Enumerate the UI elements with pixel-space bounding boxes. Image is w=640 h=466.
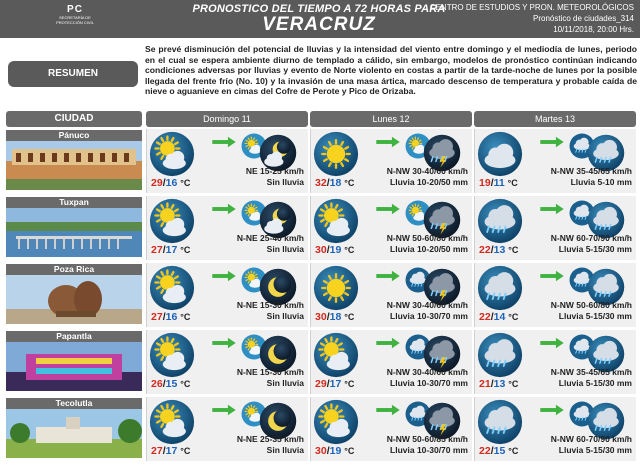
- temp-unit: °C: [344, 178, 355, 188]
- arrow-right-icon: [211, 135, 237, 147]
- city-column-header: CIUDAD: [6, 111, 142, 127]
- sun-cloud-icon: [149, 131, 195, 177]
- rain-icon: [477, 265, 523, 311]
- city-2: [6, 264, 142, 324]
- temperature: 19/11 °C: [479, 177, 518, 189]
- rain-icon: [477, 399, 523, 445]
- arrow-right-icon: [539, 135, 565, 147]
- header-bar: [0, 0, 640, 38]
- page-title-line1: PRONOSTICO DEL TIEMPO A 72 HORAS PARA: [192, 3, 446, 15]
- city-photo: [6, 208, 142, 257]
- sun-cloud-icon: [313, 399, 359, 445]
- forecast-cell: [146, 263, 308, 327]
- wind-text: N-NE 25-40 km/h: [236, 233, 304, 243]
- rain-icon: [477, 332, 523, 378]
- sun-cloud-icon: [313, 332, 359, 378]
- day-header-1: Lunes 12: [310, 111, 472, 127]
- rain-text: Sin lluvia: [266, 311, 304, 321]
- issue-datetime: 10/11/2018, 20:00 Hrs.: [553, 25, 634, 34]
- rain-text: Lluvia 10-30/70 mm: [390, 445, 468, 455]
- product-name: Pronóstico de ciudades_314: [533, 14, 634, 23]
- city-4: [6, 398, 142, 458]
- temp-min: 18: [329, 311, 342, 323]
- temperature: 22/13 °C: [479, 244, 519, 256]
- logo-sub2: PROTECCIÓN CIVIL: [56, 20, 94, 25]
- city-name: Pánuco: [6, 130, 142, 141]
- rain-text: Lluvia 10-20/50 mm: [390, 244, 468, 254]
- arrow-right-icon: [211, 269, 237, 281]
- temp-max: 26: [151, 378, 163, 390]
- temp-unit: °C: [344, 379, 355, 389]
- temp-unit: °C: [180, 178, 191, 188]
- arrow-right-icon: [211, 336, 237, 348]
- wind-text: N-NW 35-45/65 km/h: [550, 166, 632, 176]
- temp-max: 19: [479, 177, 491, 189]
- page-title-line2: VERACRUZ: [262, 14, 376, 35]
- summary-text: Se prevé disminución del potencial de lluvias y la intensidad del viento entre domingo y el mediodía de lunes, periodo en el cual se espera ambiente diurno de templado a cálido, sin embargo, modelos de pronóstico continúan indicando condiciones adversas por lluvias y evento de Norte violento en costas a partir de la tarde-noche de lunes por la posible llegada del frente frío (No. 10) y la invasión de una masa ártica, marcado descenso de temperatura y probable caída de nieve o aguanieve en cimas del Cofre de Perote y Pico de Orizaba.: [145, 44, 637, 97]
- city-photo: [6, 342, 142, 391]
- temp-max: 30: [315, 445, 327, 457]
- sun-cloud-icon: [313, 198, 359, 244]
- forecast-cell: [310, 263, 472, 327]
- sun-icon: [313, 131, 359, 177]
- rain-text: Lluvia 5-15/30 mm: [558, 378, 632, 388]
- temp-unit: °C: [507, 178, 518, 188]
- temp-unit: °C: [180, 379, 191, 389]
- rain-text: Sin lluvia: [266, 378, 304, 388]
- temp-min: 14: [493, 311, 506, 323]
- temperature: 30/18 °C: [315, 311, 355, 323]
- temp-max: 22: [479, 445, 491, 457]
- temperature: 30/19 °C: [315, 445, 355, 457]
- sun-cloud-icon: [149, 399, 195, 445]
- temp-max: 22: [479, 244, 491, 256]
- center-name: CENTRO DE ESTUDIOS Y PRON. METEOROLÓGICOS: [429, 3, 634, 12]
- forecast-cell: [310, 196, 472, 260]
- wind-text: N-NE 15-30 km/h: [236, 367, 304, 377]
- temp-max: 27: [151, 244, 163, 256]
- temp-min: 17: [165, 244, 178, 256]
- sun-cloud-icon: [149, 265, 195, 311]
- city-name: Tecolutla: [6, 398, 142, 409]
- city-3: [6, 331, 142, 391]
- city-0: [6, 130, 142, 190]
- temp-unit: °C: [344, 446, 355, 456]
- sun-icon: [313, 265, 359, 311]
- forecast-cell: [310, 330, 472, 394]
- rain-text: Sin lluvia: [266, 445, 304, 455]
- rain-text: Lluvia 10-30/70 mm: [390, 311, 468, 321]
- city-name: Poza Rica: [6, 264, 142, 275]
- temp-unit: °C: [344, 312, 355, 322]
- forecast-cell: [474, 129, 636, 193]
- temp-min: 18: [329, 177, 342, 189]
- temp-min: 15: [493, 445, 506, 457]
- rain-text: Lluvia 5-10 mm: [570, 177, 632, 187]
- city-photo: [6, 141, 142, 190]
- rain-text: Lluvia 5-15/30 mm: [558, 445, 632, 455]
- rain-text: Lluvia 10-30/70 mm: [390, 378, 468, 388]
- city-photo: [6, 275, 142, 324]
- wind-text: N-NW 30-40/60 km/h: [386, 300, 468, 310]
- rain-text: Sin lluvia: [266, 177, 304, 187]
- temp-min: 17: [165, 445, 178, 457]
- day-header-0: Domingo 11: [146, 111, 308, 127]
- rain-text: Lluvia 5-15/30 mm: [558, 311, 632, 321]
- temp-unit: °C: [508, 379, 519, 389]
- temp-max: 29: [151, 177, 163, 189]
- temp-min: 17: [329, 378, 342, 390]
- arrow-right-icon: [539, 336, 565, 348]
- wind-text: N-NW 50-60/80 km/h: [386, 233, 468, 243]
- forecast-cell: [474, 397, 636, 461]
- rain-text: Lluvia 10-20/50 mm: [390, 177, 468, 187]
- arrow-right-icon: [375, 336, 401, 348]
- cloud-icon: [477, 131, 523, 177]
- wind-text: N-NW 30-40/60 km/h: [386, 166, 468, 176]
- arrow-right-icon: [539, 202, 565, 214]
- temp-max: 21: [479, 378, 491, 390]
- temp-max: 27: [151, 311, 163, 323]
- wind-text: N-NE 25-35 km/h: [236, 434, 304, 444]
- temp-unit: °C: [508, 245, 519, 255]
- temp-max: 29: [315, 378, 327, 390]
- temp-max: 30: [315, 244, 327, 256]
- temperature: 27/17 °C: [151, 244, 191, 256]
- wind-text: N-NE 15-30 km/h: [236, 300, 304, 310]
- wind-text: N-NW 30-40/60 km/h: [386, 367, 468, 377]
- temp-unit: °C: [508, 312, 519, 322]
- pc-logo: [48, 2, 102, 36]
- temp-max: 27: [151, 445, 163, 457]
- forecast-cell: [474, 263, 636, 327]
- temperature: 21/13 °C: [479, 378, 519, 390]
- temp-min: 13: [493, 378, 506, 390]
- city-name: Tuxpan: [6, 197, 142, 208]
- sun-cloud-icon: [149, 198, 195, 244]
- rain-text: Lluvia 5-15/30 mm: [558, 244, 632, 254]
- temp-min: 19: [329, 244, 342, 256]
- temp-min: 19: [329, 445, 342, 457]
- forecast-cell: [474, 196, 636, 260]
- temp-unit: °C: [508, 446, 519, 456]
- temp-max: 32: [315, 177, 327, 189]
- wind-text: N-NW 60-70/90 km/h: [550, 233, 632, 243]
- rain-text: Sin lluvia: [266, 244, 304, 254]
- rain-icon: [477, 198, 523, 244]
- city-name: Papantla: [6, 331, 142, 342]
- city-1: [6, 197, 142, 257]
- temperature: 27/17 °C: [151, 445, 191, 457]
- forecast-cell: [310, 129, 472, 193]
- summary-label: RESUMEN: [8, 61, 138, 87]
- temperature: 29/17 °C: [315, 378, 355, 390]
- city-photo: [6, 409, 142, 458]
- temp-max: 22: [479, 311, 491, 323]
- temperature: 22/15 °C: [479, 445, 519, 457]
- forecast-cell: [146, 330, 308, 394]
- temp-min: 16: [165, 311, 178, 323]
- forecast-cell: [146, 196, 308, 260]
- temp-unit: °C: [180, 245, 191, 255]
- temperature: 32/18 °C: [315, 177, 355, 189]
- temp-max: 30: [315, 311, 327, 323]
- wind-text: N-NW 50-60/85 km/h: [386, 434, 468, 444]
- arrow-right-icon: [375, 135, 401, 147]
- logo-text: PC: [67, 4, 83, 15]
- temperature: 22/14 °C: [479, 311, 519, 323]
- arrow-right-icon: [375, 403, 401, 415]
- sun-cloud-icon: [149, 332, 195, 378]
- temp-unit: °C: [180, 446, 191, 456]
- forecast-cell: [146, 129, 308, 193]
- wind-text: N-NW 50-60/80 km/h: [550, 300, 632, 310]
- header-info: [430, 2, 634, 35]
- temp-min: 13: [493, 244, 506, 256]
- day-header-2: Martes 13: [474, 111, 636, 127]
- arrow-right-icon: [211, 202, 237, 214]
- temperature: 26/15 °C: [151, 378, 191, 390]
- temp-min: 15: [165, 378, 178, 390]
- forecast-cell: [474, 330, 636, 394]
- temp-min: 16: [165, 177, 178, 189]
- forecast-cell: [146, 397, 308, 461]
- arrow-right-icon: [539, 269, 565, 281]
- arrow-right-icon: [539, 403, 565, 415]
- arrow-right-icon: [211, 403, 237, 415]
- logo-sub1: SECRETARÍA DE: [59, 15, 91, 20]
- arrow-right-icon: [375, 269, 401, 281]
- wind-text: N-NW 60-70/90 km/h: [550, 434, 632, 444]
- temperature: 27/16 °C: [151, 311, 191, 323]
- wind-text: N-NW 35-45/65 km/h: [550, 367, 632, 377]
- temperature: 29/16 °C: [151, 177, 191, 189]
- temp-unit: °C: [344, 245, 355, 255]
- temp-unit: °C: [180, 312, 191, 322]
- arrow-right-icon: [375, 202, 401, 214]
- wind-text: NE 15-25 km/h: [245, 166, 304, 176]
- temp-min: 11: [493, 177, 505, 189]
- temperature: 30/19 °C: [315, 244, 355, 256]
- forecast-cell: [310, 397, 472, 461]
